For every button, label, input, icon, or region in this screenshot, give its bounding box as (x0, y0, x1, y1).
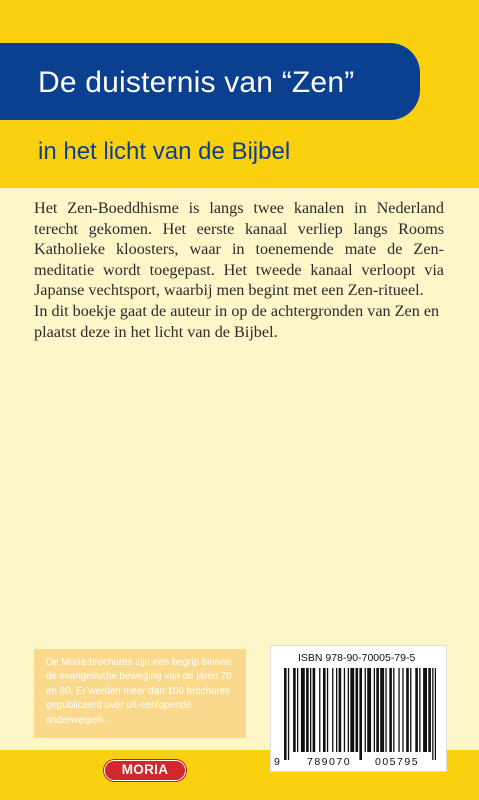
barcode-bar (374, 668, 375, 752)
isbn-label: ISBN 978-90-70005-79-5 (298, 652, 416, 664)
barcode-block (270, 645, 447, 772)
barcode-bar (336, 668, 337, 752)
barcode-bar (293, 668, 296, 752)
barcode-bar (376, 668, 379, 752)
book-title: De duisternis van “Zen” (38, 66, 355, 99)
series-info-box (34, 649, 246, 738)
barcode-bar (350, 668, 354, 752)
moria-logo (104, 760, 186, 781)
barcode-bar (306, 668, 309, 752)
barcode-bar (367, 668, 371, 752)
barcode-bar (319, 668, 320, 752)
barcode-bar (419, 668, 420, 752)
barcode-bar (410, 668, 411, 752)
barcode-prefix-digit: 9 (274, 756, 280, 768)
book-subtitle: in het licht van de Bijbel (38, 138, 291, 165)
barcode-bar (359, 668, 362, 760)
series-note: De Moria-brochures zijn een begrip binnen de evangelische beweging van de jaren 70 en 80. Er werden meer dan 100 brochures gepubliceerd over uit-eenlopende onderwerpen. (46, 657, 232, 726)
barcode-bar (402, 668, 403, 752)
barcode-bar (380, 668, 384, 752)
barcode-bar (332, 668, 333, 752)
barcode-bar (323, 668, 326, 752)
barcode-bar (356, 668, 359, 752)
barcode-bar (398, 668, 399, 752)
barcode-bars (284, 668, 436, 760)
description-paragraph-1: Het Zen-Boeddhisme is langs twee kanalen in Nederland terecht gekomen. Het eerste kanaal verliep langs Rooms Katholieke kloosters, waar in toenemende mate de Zen-meditatie wordt toegepast. Het tweede kanaal verloopt via Japanse vechtsport, waarbij men begint met een Zen-ritueel. (34, 199, 444, 300)
barcode-bar (297, 668, 298, 752)
barcode-bar (432, 668, 433, 760)
barcode-bar (284, 668, 287, 760)
barcode-bar (344, 668, 345, 752)
barcode-left-digits: 789070 (307, 756, 352, 768)
barcode-bar (348, 668, 349, 752)
barcode-bar (423, 668, 427, 752)
description-paragraph-2: In dit boekje gaat de auteur in op de achtergronden van Zen en plaatst deze in het licht van de Bijbel. (34, 301, 440, 341)
barcode-bar (415, 668, 418, 752)
back-cover-description (34, 198, 444, 342)
barcode-bar (435, 668, 436, 760)
barcode-right-digits: 005795 (375, 756, 420, 768)
barcode-bar (327, 668, 328, 752)
barcode-bar (393, 668, 394, 752)
barcode-bar (428, 668, 431, 752)
barcode-bar (288, 668, 289, 760)
barcode-bar (406, 668, 409, 752)
barcode-bar (313, 668, 316, 752)
logo-text: MORIA (121, 762, 169, 777)
barcode-bar (310, 668, 311, 752)
barcode-bar (385, 668, 386, 752)
barcode-bar (389, 668, 392, 752)
barcode-bar (301, 668, 305, 752)
barcode-bar (339, 668, 342, 752)
barcode-bar (365, 668, 366, 752)
